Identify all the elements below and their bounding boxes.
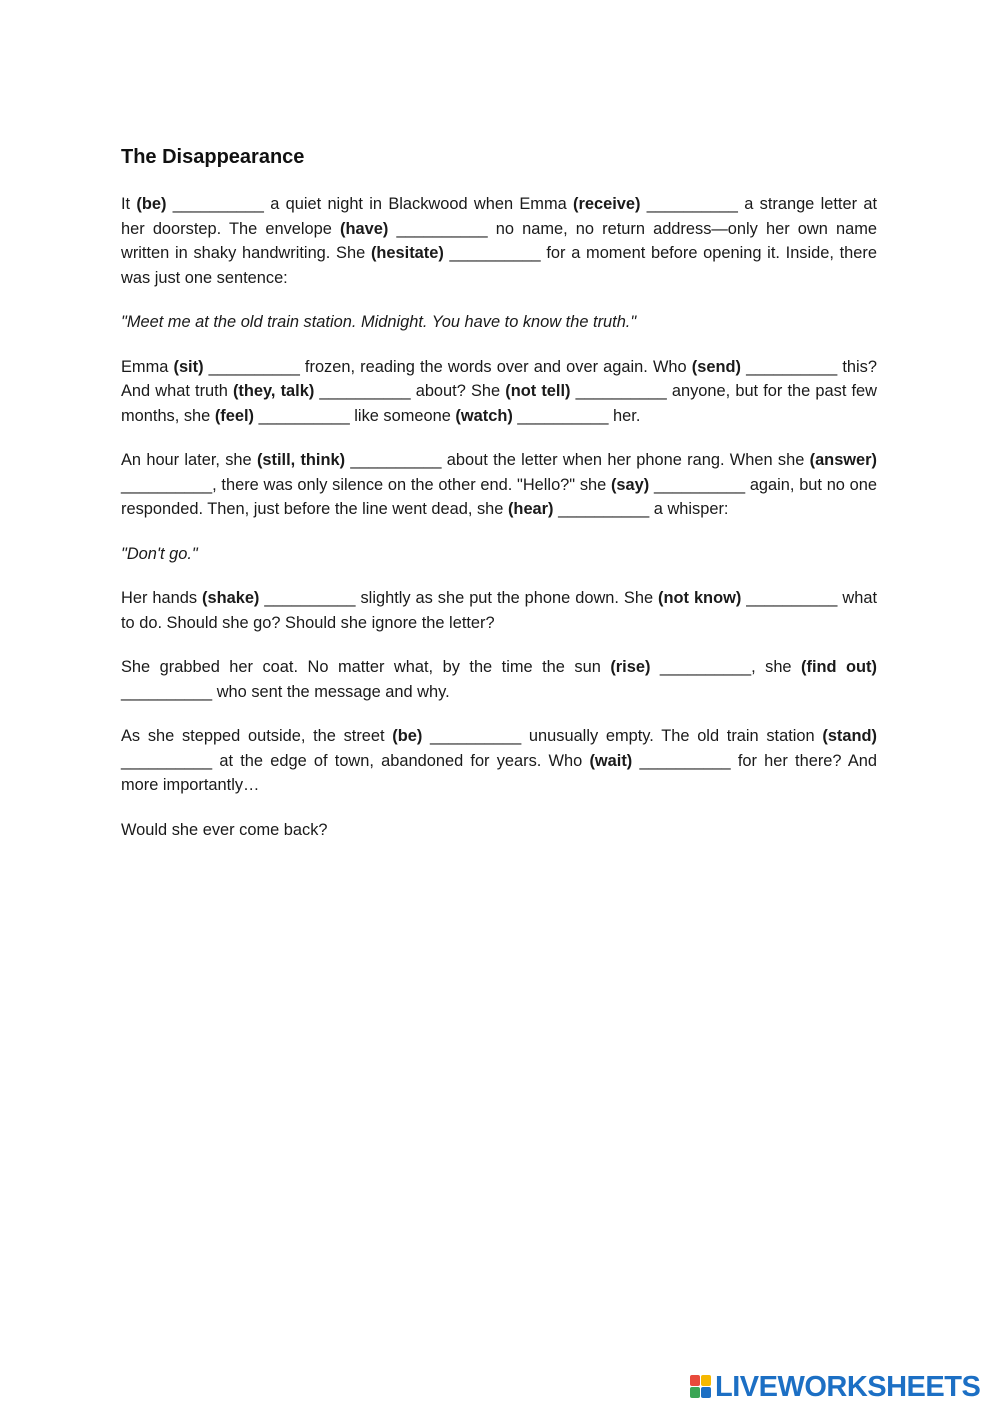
- story-body: [121, 192, 877, 842]
- verb-hint: (wait): [589, 751, 633, 770]
- verb-hint: (hesitate): [370, 244, 444, 262]
- verb-hint: (stand): [822, 727, 877, 745]
- story-paragraph: [121, 448, 877, 522]
- text-run: __________ about the letter when her phone rang. When she: [345, 451, 810, 469]
- text-run: __________ her.: [512, 406, 641, 425]
- text-run: An hour later, she: [121, 451, 257, 469]
- text-run: __________ at the edge of town, abandoned for years. Who: [121, 751, 590, 770]
- story-paragraph: [121, 655, 877, 704]
- worksheet-page: [121, 143, 877, 862]
- text-run: __________ what to do. Should she go? Should she ignore the letter?: [121, 589, 877, 632]
- text-run: __________ no name, no return address—only her own name written in shaky handwriting. She: [121, 219, 877, 262]
- story-paragraph: [121, 192, 877, 290]
- verb-hint: (be): [136, 195, 167, 213]
- verb-hint: (answer): [809, 451, 878, 469]
- text-run: __________ anyone, but for the past few months, she: [121, 382, 878, 425]
- story-paragraph: [121, 724, 877, 798]
- verb-hint: (hear): [507, 500, 554, 518]
- verb-hint: (have): [340, 219, 389, 238]
- text-run: As she stepped outside, the street: [121, 727, 393, 745]
- liveworksheets-logo: [690, 1372, 980, 1402]
- text-run: __________ like someone: [254, 406, 456, 425]
- text-run: __________ frozen, reading the words over and over again. Who: [203, 357, 692, 376]
- story-paragraph: [121, 586, 877, 635]
- verb-hint: (they, talk): [232, 382, 315, 400]
- verb-hint: (shake): [202, 589, 260, 607]
- story-paragraph: [121, 355, 877, 429]
- text-run: Her hands: [121, 589, 202, 607]
- text-run: __________ unusually empty. The old train station: [422, 727, 823, 745]
- text-run: Emma: [121, 357, 174, 376]
- liveworksheets-logo-text: LIVEWORKSHEETS: [715, 1371, 981, 1403]
- verb-hint: (still, think): [256, 451, 346, 469]
- text-run: __________ again, but no one responded. Then, just before the line went dead, she: [121, 475, 877, 518]
- text-run: It: [121, 195, 137, 213]
- story-quote: [121, 542, 877, 567]
- story-paragraph: [121, 818, 877, 843]
- verb-hint: (sit): [173, 357, 204, 376]
- verb-hint: (feel): [214, 406, 255, 425]
- text-run: __________ slightly as she put the phone down. She: [259, 589, 659, 607]
- verb-hint: (watch): [455, 406, 513, 425]
- page-title: The Disappearance: [121, 146, 305, 168]
- text-run: Would she ever come back?: [121, 820, 328, 839]
- verb-hint: (be): [392, 727, 423, 745]
- text-run: "Meet me at the old train station. Midnight. You have to know the truth.": [121, 313, 637, 331]
- text-run: __________ a whisper:: [553, 500, 729, 518]
- verb-hint: (say): [610, 475, 650, 494]
- verb-hint: (not know): [658, 589, 742, 607]
- text-run: __________ a strange letter at her doorstep. The envelope: [121, 195, 877, 238]
- text-run: __________, she: [650, 658, 802, 676]
- text-run: __________, there was only silence on the other end. "Hello?" she: [121, 475, 611, 494]
- text-run: __________ for her there? And more importantly…: [121, 751, 877, 794]
- verb-hint: (find out): [801, 658, 877, 676]
- text-run: "Don't go.": [121, 544, 198, 563]
- text-run: She grabbed her coat. No matter what, by the time the sun: [121, 658, 611, 676]
- liveworksheets-logo-icon: [690, 1375, 712, 1399]
- verb-hint: (rise): [610, 658, 651, 676]
- verb-hint: (receive): [573, 195, 641, 213]
- text-run: __________ about? She: [314, 382, 506, 400]
- story-quote: [121, 310, 877, 335]
- text-run: __________ who sent the message and why.: [121, 682, 450, 701]
- verb-hint: (not tell): [505, 382, 571, 400]
- verb-hint: (send): [691, 357, 741, 376]
- text-run: __________ a quiet night in Blackwood when Emma: [166, 195, 574, 213]
- text-run: __________ for a moment before opening it. Inside, there was just one sentence:: [121, 244, 877, 287]
- text-run: __________ this? And what truth: [121, 357, 877, 400]
